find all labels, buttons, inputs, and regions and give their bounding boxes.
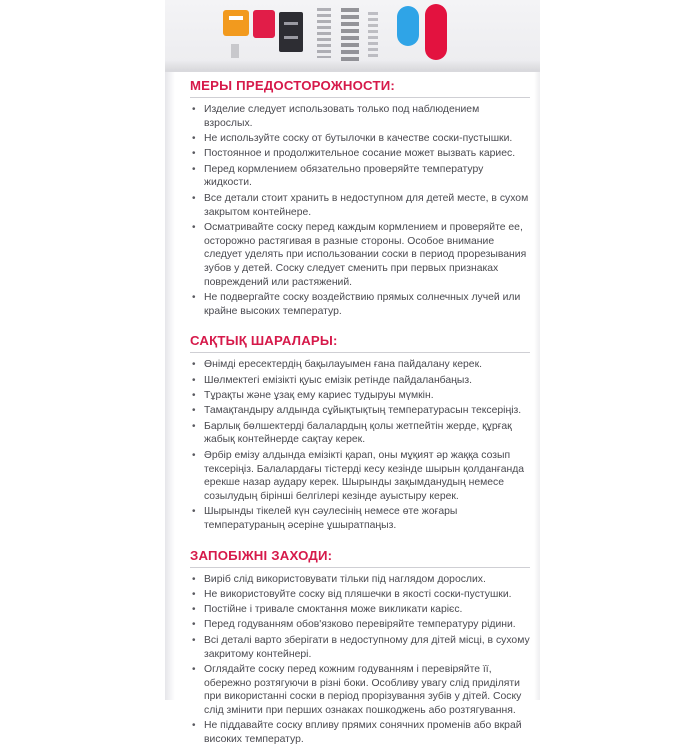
precaution-list [190, 103, 530, 319]
bullet-icon: • [192, 292, 196, 304]
divider [190, 352, 530, 353]
section-title: САҚТЫҚ ШАРАЛАРЫ: [190, 333, 338, 349]
bullet-icon: • [192, 221, 196, 233]
list-item: • Перед кормлением обязательно проверяйте температуру жидкости. [192, 163, 484, 189]
precaution-list [190, 358, 530, 533]
section-title: ЗАПОБІЖНІ ЗАХОДИ: [190, 547, 333, 563]
bullet-icon: • [192, 420, 196, 432]
list-item: • Не используйте соску от бутылочки в качестве соски-пустышки. [192, 133, 513, 145]
section-precautions-kz [190, 333, 530, 533]
bullet-icon: • [192, 720, 196, 732]
section-precautions-ua [190, 548, 530, 748]
bullet-icon: • [192, 374, 196, 386]
bullet-icon: • [192, 163, 196, 175]
blue-badge-logo [397, 6, 419, 46]
list-item: • Оглядайте соску перед кожним годуванням і перевіряйте її, обережно розтягуючи в різні боки. Особливу увагу слід приділяти при використанні соски в період прорізування зубів у дітей. Соску слід змінити при перших ознаках пошкоджень або розтягування. [192, 663, 522, 717]
bullet-icon: • [192, 133, 196, 145]
list-item: • Постійне і тривале смоктання може викликати карієс. [192, 604, 463, 616]
bullet-icon: • [192, 104, 196, 115]
precaution-list [190, 573, 530, 748]
bullet-icon: • [192, 405, 196, 417]
list-item: • Виріб слід використовувати тільки під наглядом дорослих. [192, 573, 486, 585]
bullet-icon: • [192, 634, 196, 646]
bullet-icon: • [192, 619, 196, 631]
list-item: • Тамақтандыру алдында сұйықтықтың температурасын тексеріңіз. [192, 405, 522, 417]
rotated-product-subtitle [368, 12, 378, 58]
bullet-icon: • [192, 604, 196, 616]
list-item: • Тұрақты және ұзақ ему кариес тудыруы мүмкін. [192, 390, 434, 402]
rotated-print-lines [317, 8, 331, 58]
list-item: • Барлық бөлшектерді балалардың қолы жетпейтін жерде, құрғақ жабық контейнерде сақтау керек. [192, 420, 512, 446]
list-item: • Не використовуйте соску від пляшечки в якості соски-пустушки. [192, 588, 512, 600]
list-item: • Өнімді ересектердің бақылауымен ғана пайдалану керек. [192, 359, 483, 371]
bullet-icon: • [192, 148, 196, 160]
package-top-panel [165, 0, 540, 72]
list-item: • Перед годуванням обов'язково перевіряйте температуру рідини. [192, 619, 516, 631]
divider [190, 567, 530, 568]
bullet-icon: • [192, 390, 196, 402]
section-precautions-ru [190, 78, 530, 319]
orange-brand-logo [223, 10, 249, 36]
list-item: • Постоянное и продолжительное сосание может вызвать кариес. [192, 148, 516, 160]
canpol-brand-logo [425, 4, 447, 60]
dark-label-block [279, 12, 303, 52]
bullet-icon: • [192, 663, 196, 675]
list-item: • Шөлмектегі емізікті қуыс емізік ретінде пайдаланбаңыз. [192, 374, 473, 386]
section-title: МЕРЫ ПРЕДОСТОРОЖНОСТИ: [190, 78, 395, 93]
list-item: • Изделие следует использовать только под наблюдением взрослых. [192, 104, 480, 129]
divider [190, 97, 530, 98]
bullet-icon: • [192, 588, 196, 600]
bullet-icon: • [192, 573, 196, 585]
list-item: • Шырынды тікелей күн сәулесінің немесе өте жоғары температураның әсеріне ұшыратпаңыз. [192, 506, 458, 532]
list-item: • Әрбір емізу алдында емізікті қарап, оны мұқият әр жаққа созып тексеріңіз. Балалардағы тістерді кесу кезінде шырын қолданғанда ерекше назар аудару керек. Шырынды зақымданудың немесе созылудың бірінші белгілері кезінде ауыстыру керек. [192, 449, 525, 503]
rotated-product-name [341, 8, 359, 62]
list-item: • Не піддавайте соску впливу прямих сонячних променів або вкрай високих температур. [192, 720, 522, 746]
list-item: • Все детали стоит хранить в недоступном для детей месте, в сухом закрытом контейнере. [192, 192, 529, 218]
bullet-icon: • [192, 192, 196, 204]
list-item: • Не подвергайте соску воздействию прямых солнечных лучей или крайне высоких температур. [192, 292, 521, 318]
red-brand-logo [253, 10, 275, 38]
small-mark-icon [231, 44, 239, 58]
box-left-edge [165, 72, 175, 700]
bullet-icon: • [192, 449, 196, 461]
warnings-panel [190, 78, 530, 749]
list-item: • Осматривайте соску перед каждым кормлением и проверяйте ее, осторожно растягивая в разные стороны. Особое внимание следует уделять при использовании соски в период прорезывания зубов у детей. Соску следует сменить при первых признаках повреждений или растяжений. [192, 221, 527, 289]
box-right-edge [534, 72, 540, 700]
list-item: • Всі деталі варто зберігати в недоступному для дітей місці, в сухому закритому контейнері. [192, 634, 530, 660]
bullet-icon: • [192, 506, 196, 518]
bullet-icon: • [192, 359, 196, 371]
